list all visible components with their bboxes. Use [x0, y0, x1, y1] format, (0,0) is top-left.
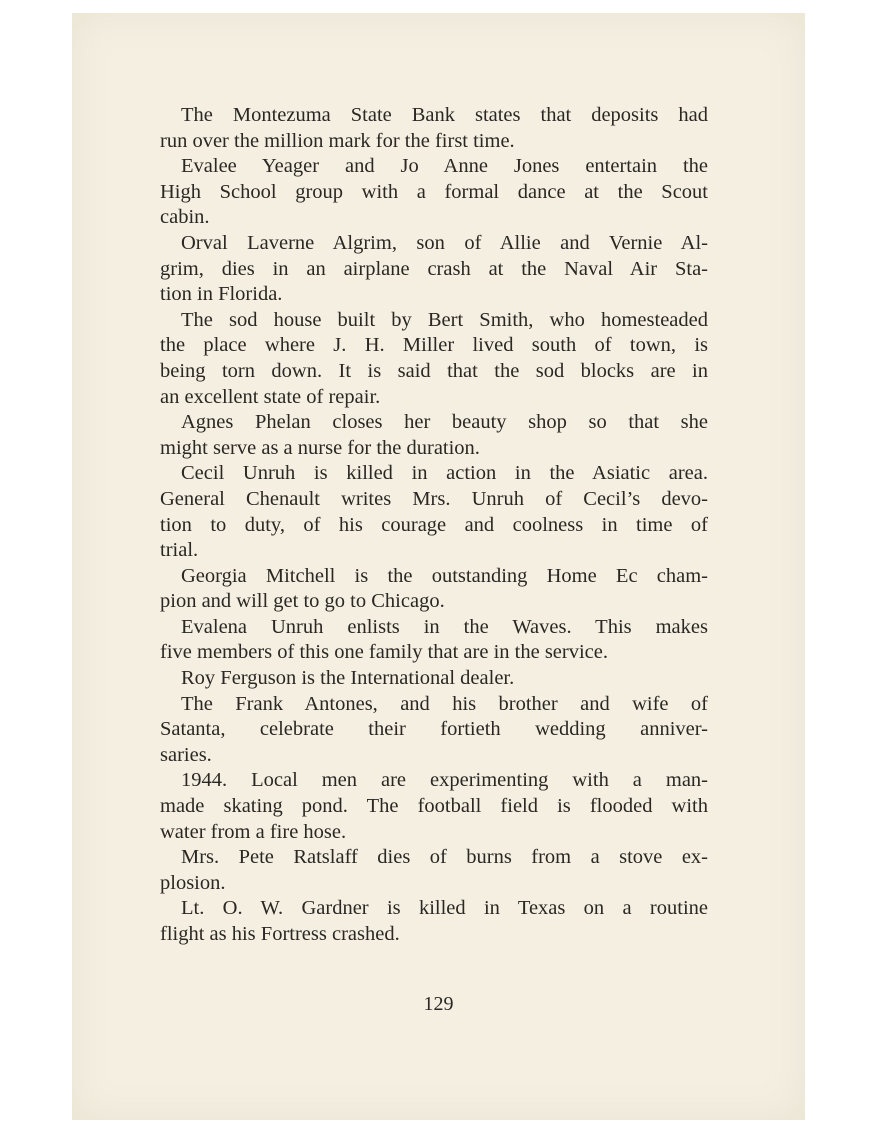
- text-line: Agnes Phelan closes her beauty shop so that she: [181, 411, 708, 434]
- text-line: The sod house built by Bert Smith, who homesteaded: [181, 308, 708, 331]
- text-line: Georgia Mitchell is the outstanding Home Ec cham-: [181, 564, 708, 587]
- text-line: Evalena Unruh enlists in the Waves. This makes: [181, 615, 708, 638]
- text-line: cabin.: [160, 206, 210, 229]
- text-line: an excellent state of repair.: [160, 385, 381, 408]
- text-line: saries.: [160, 743, 212, 766]
- text-line: Orval Laverne Algrim, son of Allie and Vernie Al-: [181, 231, 708, 254]
- text-line: The Frank Antones, and his brother and wife of: [181, 692, 708, 715]
- page-number: 129: [423, 993, 454, 1015]
- text-line: water from a fire hose.: [160, 820, 347, 843]
- paragraph: [160, 768, 708, 845]
- text-line: Cecil Unruh is killed in action in the Asiatic area.: [181, 462, 708, 485]
- text-line: Evalee Yeager and Jo Anne Jones entertain the: [181, 155, 708, 178]
- text-line: General Chenault writes Mrs. Unruh of Cecil’s devo-: [160, 487, 708, 510]
- text-line: Satanta, celebrate their fortieth wedding anniver-: [160, 718, 708, 741]
- text-line: trial.: [160, 539, 199, 562]
- paragraph: [160, 154, 708, 231]
- paragraph: [160, 308, 708, 410]
- paragraph: [160, 461, 708, 563]
- paragraph: [160, 615, 708, 666]
- text-line: tion to duty, of his courage and coolness in time of: [160, 513, 708, 536]
- text-line: plosion.: [160, 871, 226, 894]
- text-line: flight as his Fortress crashed.: [160, 923, 400, 945]
- text-line: pion and will get to go to Chicago.: [160, 590, 445, 613]
- text-line: tion in Florida.: [160, 283, 283, 306]
- paragraph: [160, 666, 708, 692]
- book-page: [72, 13, 805, 1120]
- paragraph: [160, 410, 708, 461]
- paragraph: [160, 103, 708, 154]
- text-line: Mrs. Pete Ratslaff dies of burns from a stove ex-: [181, 846, 708, 869]
- text-line: might serve as a nurse for the duration.: [160, 436, 480, 459]
- text-line: run over the million mark for the first time.: [160, 129, 515, 152]
- body-text: [160, 103, 708, 948]
- text-line: grim, dies in an airplane crash at the Naval Air Sta-: [160, 257, 708, 280]
- text-line: The Montezuma State Bank states that deposits had: [181, 104, 708, 126]
- paragraph: [160, 231, 708, 308]
- paragraph: [160, 564, 708, 615]
- text-line: made skating pond. The football field is flooded with: [160, 795, 708, 818]
- text-line: being torn down. It is said that the sod blocks are in: [160, 359, 708, 382]
- text-line: the place where J. H. Miller lived south of town, is: [160, 334, 708, 357]
- text-line: Roy Ferguson is the International dealer.: [181, 667, 515, 690]
- paragraph: [160, 692, 708, 769]
- text-line: Lt. O. W. Gardner is killed in Texas on a routine: [181, 897, 708, 920]
- text-line: five members of this one family that are in the service.: [160, 641, 608, 664]
- text-line: 1944. Local men are experimenting with a man-: [181, 769, 708, 792]
- paragraph: [160, 896, 708, 947]
- paragraph: [160, 845, 708, 896]
- text-line: High School group with a formal dance at the Scout: [160, 180, 708, 203]
